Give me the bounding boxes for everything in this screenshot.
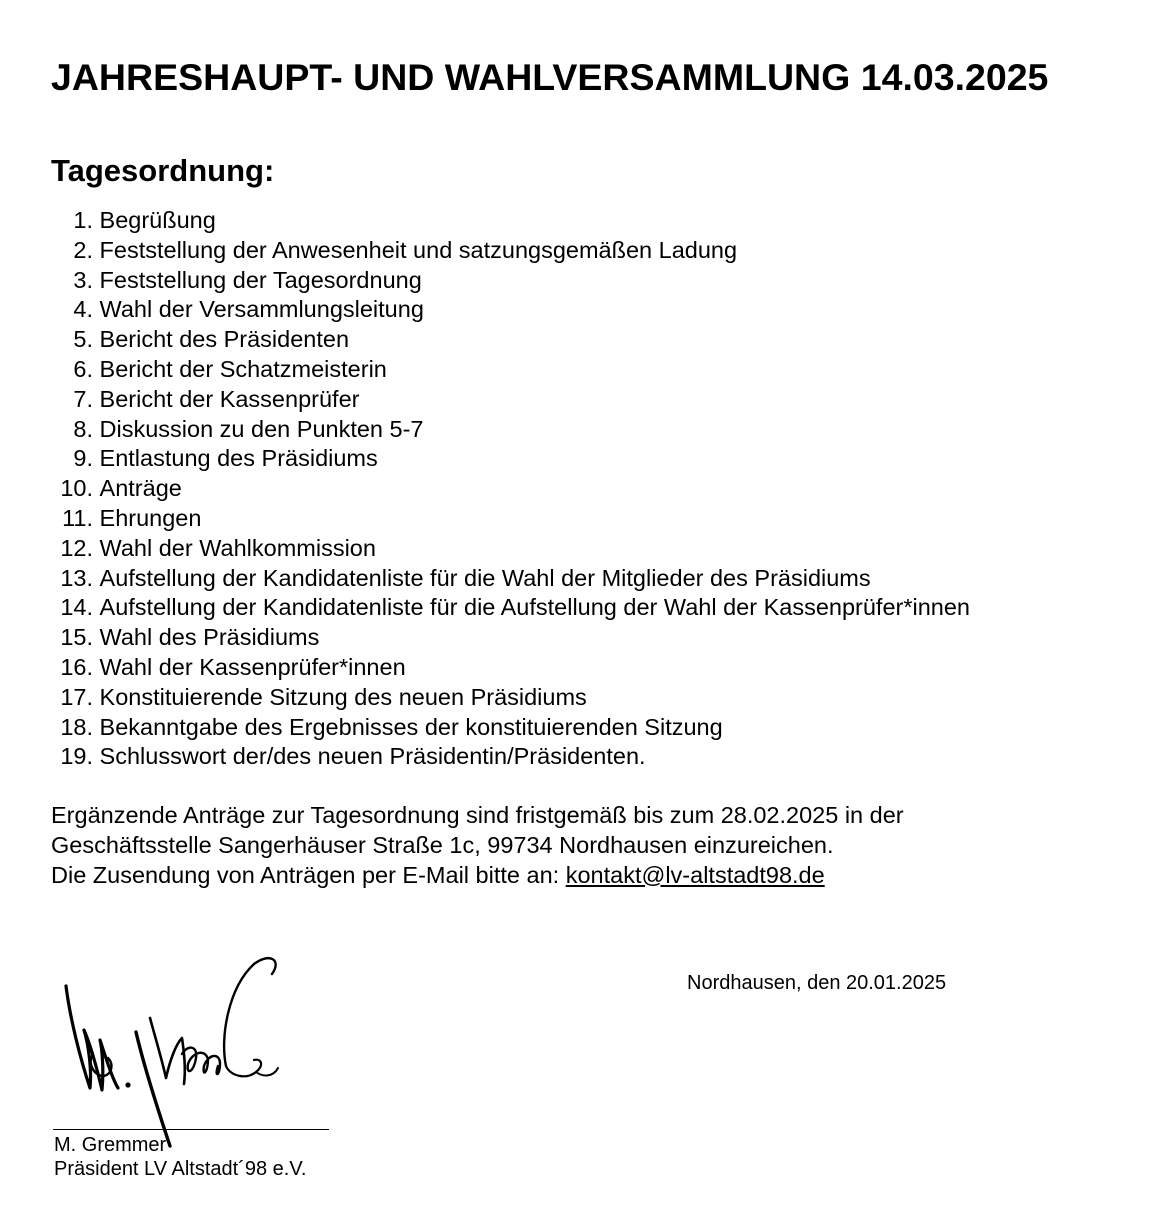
agenda-item-number: 9. <box>73 445 93 472</box>
agenda-item <box>51 683 970 713</box>
agenda-item <box>51 593 970 623</box>
agenda-list <box>51 206 970 772</box>
document-title: JAHRESHAUPT- UND WAHLVERSAMMLUNG 14.03.2025 <box>51 56 1049 98</box>
agenda-item-text: Diskussion zu den Punkten 5-7 <box>93 415 424 442</box>
note-line-3 <box>51 861 904 891</box>
agenda-item-number: 2. <box>73 236 93 263</box>
agenda-item <box>51 266 970 296</box>
agenda-heading: Tagesordnung: <box>51 153 275 188</box>
agenda-item-text: Wahl der Versammlungsleitung <box>93 296 424 323</box>
signer-role: Präsident LV Altstadt´98 e.V. <box>54 1158 307 1180</box>
agenda-item <box>51 564 970 594</box>
agenda-item-text: Bericht der Kassenprüfer <box>93 385 360 412</box>
agenda-item <box>51 295 970 325</box>
signature-line <box>53 1129 329 1130</box>
agenda-item-text: Ehrungen <box>93 504 202 531</box>
agenda-item-number: 13. <box>60 564 93 591</box>
agenda-item <box>51 623 970 653</box>
submission-note <box>51 801 904 890</box>
agenda-item <box>51 504 970 534</box>
agenda-item-number: 5. <box>73 326 93 353</box>
agenda-item <box>51 474 970 504</box>
agenda-item-text: Begrüßung <box>93 207 216 233</box>
agenda-item-text: Anträge <box>93 475 182 502</box>
agenda-item-number: 15. <box>60 624 93 651</box>
agenda-item-number: 3. <box>73 266 93 293</box>
agenda-item <box>51 415 970 445</box>
agenda-item-number: 1. <box>73 207 93 233</box>
agenda-item <box>51 325 970 355</box>
agenda-item <box>51 355 970 385</box>
note-line-1: Ergänzende Anträge zur Tagesordnung sind fristgemäß bis zum 28.02.2025 in der <box>51 802 904 828</box>
agenda-item-text: Wahl der Kassenprüfer*innen <box>93 653 406 680</box>
agenda-item-text: Aufstellung der Kandidatenliste für die Wahl der Mitglieder des Präsidiums <box>93 564 871 591</box>
place-date: Nordhausen, den 20.01.2025 <box>687 972 947 994</box>
agenda-item-number: 6. <box>73 355 93 382</box>
agenda-item-number: 14. <box>60 594 93 621</box>
agenda-item-text: Bericht des Präsidenten <box>93 326 350 353</box>
agenda-item <box>51 713 970 743</box>
note-line-3-prefix: Die Zusendung von Anträgen per E-Mail bitte an: <box>51 861 566 888</box>
agenda-item <box>51 444 970 474</box>
agenda-item-text: Wahl der Wahlkommission <box>93 534 376 561</box>
agenda-item <box>51 534 970 564</box>
agenda-item-text: Entlastung des Präsidiums <box>93 445 378 472</box>
signer-name: M. Gremmer <box>54 1134 167 1156</box>
agenda-item <box>51 742 970 772</box>
email-link[interactable]: kontakt@lv-altstadt98.de <box>565 861 825 888</box>
agenda-item <box>51 385 970 415</box>
agenda-item-text: Feststellung der Tagesordnung <box>93 266 422 293</box>
agenda-item-number: 7. <box>73 385 93 412</box>
agenda-item-number: 17. <box>60 683 93 710</box>
agenda-item-number: 19. <box>60 743 93 770</box>
agenda-item-number: 11. <box>62 504 93 531</box>
agenda-item-text: Feststellung der Anwesenheit und satzungsgemäßen Ladung <box>93 236 738 263</box>
agenda-item-text: Bekanntgabe des Ergebnisses der konstituierenden Sitzung <box>93 713 723 740</box>
agenda-item <box>51 653 970 683</box>
agenda-item-number: 8. <box>73 415 93 442</box>
agenda-item-number: 4. <box>73 296 93 323</box>
agenda-item-text: Konstituierende Sitzung des neuen Präsidiums <box>93 683 587 710</box>
agenda-item-number: 10. <box>60 475 93 502</box>
agenda-item-text: Schlusswort der/des neuen Präsidentin/Präsidenten. <box>93 743 646 770</box>
agenda-item-number: 16. <box>60 653 93 680</box>
agenda-item <box>51 236 970 266</box>
handwritten-signature <box>58 948 288 1158</box>
agenda-item <box>51 206 970 236</box>
agenda-item-text: Aufstellung der Kandidatenliste für die Aufstellung der Wahl der Kassenprüfer*innen <box>93 594 971 621</box>
note-line-2: Geschäftsstelle Sangerhäuser Straße 1c, 99734 Nordhausen einzureichen. <box>51 831 834 858</box>
agenda-item-text: Bericht der Schatzmeisterin <box>93 355 387 382</box>
agenda-item-text: Wahl des Präsidiums <box>93 624 320 651</box>
agenda-item-number: 18. <box>60 713 93 740</box>
agenda-item-number: 12. <box>60 534 93 561</box>
